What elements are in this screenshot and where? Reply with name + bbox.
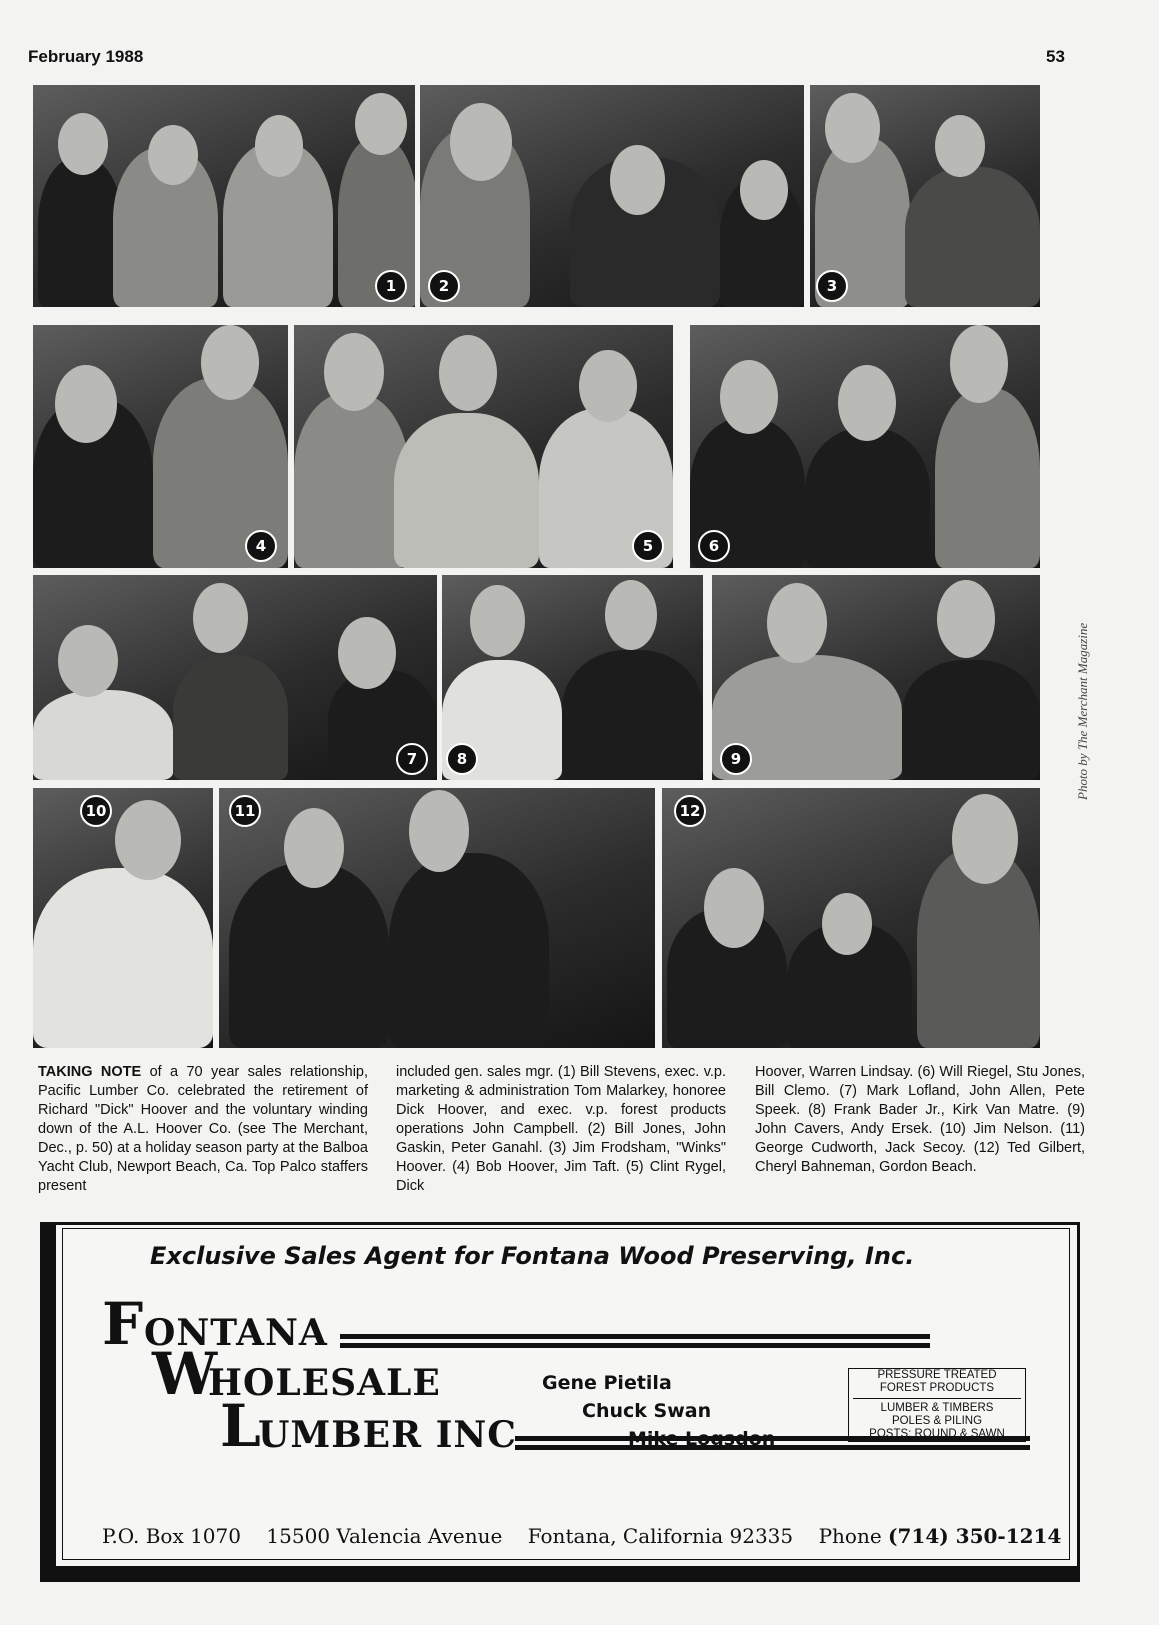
caption-col-1 — [38, 1063, 368, 1196]
caption-lead: TAKING NOTE — [38, 1064, 142, 1080]
logo-word-lumber-inc: UMBER INC — [258, 1414, 517, 1456]
logo-word-wholesale: HOLESALE — [208, 1362, 441, 1404]
city-state-zip: Fontana, California 92335 — [527, 1524, 794, 1548]
logo-initial-w: W — [152, 1340, 218, 1408]
fontana-ad — [40, 1222, 1080, 1582]
photo-8 — [442, 575, 703, 780]
phone-number: (714) 350-1214 — [888, 1524, 1062, 1548]
photo-4 — [33, 325, 288, 568]
products-line: POLES & PILING — [891, 1415, 983, 1427]
po-box: P.O. Box 1070 — [102, 1524, 241, 1548]
photo-number-badge: 7 — [396, 743, 428, 775]
photo-number-badge: 11 — [229, 795, 261, 827]
photo-9 — [712, 575, 1040, 780]
street-address: 15500 Valencia Avenue — [266, 1524, 503, 1548]
photo-number-badge: 2 — [428, 270, 460, 302]
logo-initial-l: L — [220, 1392, 261, 1460]
photo-number-badge: 1 — [375, 270, 407, 302]
products-box — [848, 1368, 1026, 1442]
products-line: POSTS: ROUND & SAWN — [869, 1428, 1005, 1440]
photo-7 — [33, 575, 437, 780]
logo-initial-f: F — [102, 1290, 144, 1358]
contact-name: Gene Pietila — [542, 1372, 672, 1394]
photo-10 — [33, 788, 213, 1048]
photo-1 — [33, 85, 415, 307]
photo-2 — [420, 85, 804, 307]
photo-number-badge: 10 — [80, 795, 112, 827]
caption-col-1-text: of a 70 year sales relationship, Pacific Lumber Co. celebrated the retirement of Richard "Dick" Hoover and the voluntary winding down of the A.L. Hoover Co. (see The Merchant, Dec., p. 50) at a holiday season party at the Balboa Yacht Club, Newport Beach, Ca. Top Palco staffers present — [38, 1064, 369, 1194]
products-line: FOREST PRODUCTS — [879, 1382, 995, 1394]
photo-5 — [294, 325, 673, 568]
products-line: PRESSURE TREATED — [877, 1369, 997, 1381]
photo-6 — [690, 325, 1040, 568]
photo-number-badge: 5 — [632, 530, 664, 562]
photo-3 — [810, 85, 1040, 307]
photo-number-badge: 6 — [698, 530, 730, 562]
photo-11 — [219, 788, 655, 1048]
caption-col-3: Hoover, Warren Lindsay. (6) Will Riegel, Stu Jones, Bill Clemo. (7) Mark Lofland, John Allen, Pete Speek. (8) Frank Bader Jr., Kirk Van Matre. (9) John Cavers, Andy Ersek. (10) Jim Nelson. (11) George Cudworth, Jack Secoy. (12) Ted Gilbert, Cheryl Bahneman, Gordon Beach. — [755, 1064, 1085, 1175]
products-line: LUMBER & TIMBERS — [880, 1402, 994, 1414]
photo-number-badge: 4 — [245, 530, 277, 562]
photo-number-badge: 8 — [446, 743, 478, 775]
photo-number-badge: 9 — [720, 743, 752, 775]
phone-label: Phone — [818, 1524, 882, 1548]
contact-name: Mike Logsdon — [628, 1428, 776, 1450]
ad-tagline: Exclusive Sales Agent for Fontana Wood Preserving, Inc. — [150, 1242, 915, 1270]
logo-word-fontana: ONTANA — [144, 1312, 328, 1354]
logo-rule — [340, 1334, 930, 1348]
page-number: 53 — [1046, 47, 1065, 66]
issue-date: February 1988 — [28, 47, 144, 66]
address-line — [102, 1524, 1061, 1548]
photo-number-badge: 12 — [674, 795, 706, 827]
contact-name: Chuck Swan — [582, 1400, 712, 1422]
photo-credit: Photo by The Merchant Magazine — [1075, 622, 1090, 800]
photo-number-badge: 3 — [816, 270, 848, 302]
photo-12 — [662, 788, 1040, 1048]
caption-col-2: included gen. sales mgr. (1) Bill Stevens, exec. v.p. marketing & administration Tom Malarkey, honoree Dick Hoover, and exec. v.p. forest products operations John Campbell. (2) Bill Jones, John Gaskin, Peter Ganahl. (3) Jim Frodsham, "Winks" Hoover. (4) Bob Hoover, Jim Taft. (5) Clint Rygel, Dick — [396, 1064, 726, 1194]
